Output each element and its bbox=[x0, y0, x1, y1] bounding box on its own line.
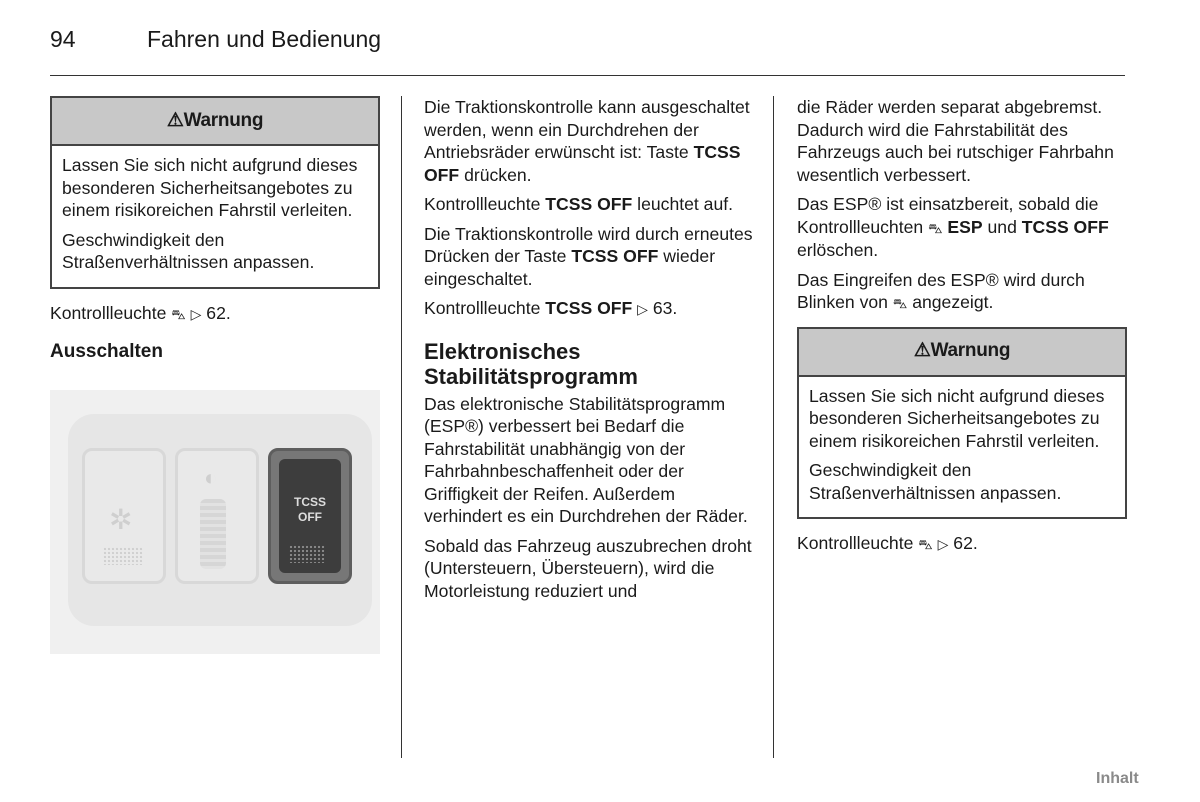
paragraph-traction-on bbox=[424, 223, 756, 291]
indicator-name: ESP bbox=[947, 216, 983, 237]
warning-box bbox=[797, 327, 1127, 520]
button-name: TCSS OFF bbox=[571, 246, 659, 266]
warning-header bbox=[52, 98, 378, 146]
indicator-reference bbox=[50, 302, 380, 326]
contents-link[interactable]: Inhalt bbox=[1096, 770, 1139, 787]
indicator-reference bbox=[424, 297, 756, 321]
page-header bbox=[50, 26, 1125, 56]
page-reference-link[interactable]: 62. bbox=[953, 533, 978, 553]
esp-icon: ⛍ bbox=[892, 295, 908, 311]
warning-box bbox=[50, 96, 380, 289]
paragraph-text: leuchtet auf. bbox=[637, 194, 734, 214]
paragraph-esp-action: Sobald das Fahrzeug auszubrechen droht (Untersteuern, Übersteuern), wird die Motorleistung reduziert und bbox=[424, 535, 752, 601]
indicator-name: TCSS OFF bbox=[545, 298, 633, 318]
switch-texture bbox=[103, 547, 143, 565]
page-reference-link[interactable]: 63. bbox=[652, 298, 678, 318]
esp-icon: ⛍ bbox=[918, 536, 933, 552]
paragraph-text: angezeigt. bbox=[912, 292, 994, 312]
paragraph-text: erlöschen. bbox=[797, 240, 879, 260]
warning-body bbox=[799, 377, 1125, 518]
esp-icon: ⛍ bbox=[171, 305, 186, 322]
paragraph-esp-intro: Das elektronische Stabilitätsprogramm (ESP®) verbessert bei Bedarf die Fahrstabilität unabhängig von der Fahrbahnbeschaffenheit oder der Griffigkeit der Reifen. Außerdem verhindert es ein Durchdrehen der Räder. bbox=[424, 393, 748, 526]
adjust-wheel bbox=[200, 499, 226, 569]
paragraph-traction-off bbox=[424, 96, 756, 186]
column-1 bbox=[50, 96, 380, 364]
section-title-esp: Elektronisches Stabilitätsprogramm bbox=[424, 338, 638, 389]
indicator-name: TCSS OFF bbox=[1021, 216, 1109, 237]
indicator-reference bbox=[797, 532, 1127, 556]
column-3 bbox=[797, 96, 1127, 563]
esp-icon: ⛍ bbox=[928, 219, 943, 236]
warning-icon: ⚠ bbox=[913, 340, 931, 362]
page-number: 94 bbox=[50, 26, 76, 52]
column-divider bbox=[773, 96, 774, 758]
paragraph-esp-ready bbox=[797, 193, 1127, 262]
tcss-button-texture bbox=[289, 545, 325, 563]
paragraph-text: und bbox=[987, 216, 1017, 237]
paragraph-text: drücken. bbox=[464, 164, 532, 185]
paragraph-esp-braking: die Räder werden separat abgebremst. Dadurch wird die Fahrstabilität des Fahrzeugs auch bei rutschiger Fahrbahn wesentlich verbessert. bbox=[797, 97, 1114, 185]
indicator-name: TCSS OFF bbox=[545, 194, 633, 214]
reference-label: Kontrollleuchte bbox=[50, 302, 167, 323]
page-arrow-icon[interactable]: ▷ bbox=[190, 305, 202, 322]
page-reference-link[interactable]: 62. bbox=[206, 302, 231, 323]
warning-title: Warnung bbox=[930, 340, 1011, 362]
button-name: TCSS OFF bbox=[424, 142, 741, 185]
column-divider bbox=[401, 96, 402, 758]
fog-light-switch bbox=[82, 448, 166, 584]
headlight-icon: ◐ bbox=[204, 465, 218, 490]
paragraph-text: Kontrollleuchte bbox=[424, 194, 541, 214]
warning-text-1: Lassen Sie sich nicht aufgrund dieses besonderen Sicherheitsangebotes zu einem risikoreichen Fahrstil verleiten. bbox=[62, 155, 358, 220]
tcss-button-label: TCSS OFF bbox=[293, 495, 326, 524]
paragraph-text: Die Traktionskontrolle wird durch erneutes Drücken der Taste bbox=[424, 223, 753, 266]
warning-icon: ⚠ bbox=[166, 109, 184, 131]
warning-text-1: Lassen Sie sich nicht aufgrund dieses besonderen Sicherheitsangebotes zu einem risikoreichen Fahrstil verleiten. bbox=[809, 385, 1105, 451]
header-divider bbox=[50, 75, 1125, 76]
tcss-off-button bbox=[268, 448, 352, 584]
paragraph-text: Das ESP® ist einsatzbereit, sobald die Kontrollleuchten bbox=[797, 194, 1099, 237]
chapter-title: Fahren und Bedienung bbox=[147, 26, 382, 52]
warning-text-2: Geschwindigkeit den Straßenverhältnissen anpassen. bbox=[62, 229, 315, 272]
fog-light-icon: ✲ bbox=[109, 504, 133, 535]
warning-text-2: Geschwindigkeit den Straßenverhältnissen anpassen. bbox=[809, 460, 1062, 503]
warning-title: Warnung bbox=[183, 109, 264, 131]
reference-label: Kontrollleuchte bbox=[797, 533, 914, 553]
paragraph-text: Die Traktionskontrolle kann ausgeschaltet werden, wenn ein Durchdrehen der Antriebsräder erwünscht ist: Taste bbox=[424, 97, 750, 162]
paragraph-esp-intervention bbox=[797, 269, 1127, 315]
paragraph-indicator-on bbox=[424, 193, 756, 216]
paragraph-text: wieder eingeschaltet. bbox=[424, 246, 716, 289]
warning-header bbox=[799, 329, 1125, 377]
switch-panel-illustration bbox=[50, 390, 380, 654]
page-arrow-icon[interactable]: ▷ bbox=[637, 301, 648, 317]
paragraph-text: Das Eingreifen des ESP® wird durch Blinken von bbox=[797, 269, 1085, 312]
headlight-range-switch bbox=[175, 448, 259, 584]
subheading-ausschalten: Ausschalten bbox=[50, 341, 163, 362]
warning-body bbox=[52, 146, 378, 287]
page-arrow-icon[interactable]: ▷ bbox=[937, 536, 949, 552]
column-2 bbox=[424, 96, 756, 609]
reference-label: Kontrollleuchte bbox=[424, 298, 541, 318]
